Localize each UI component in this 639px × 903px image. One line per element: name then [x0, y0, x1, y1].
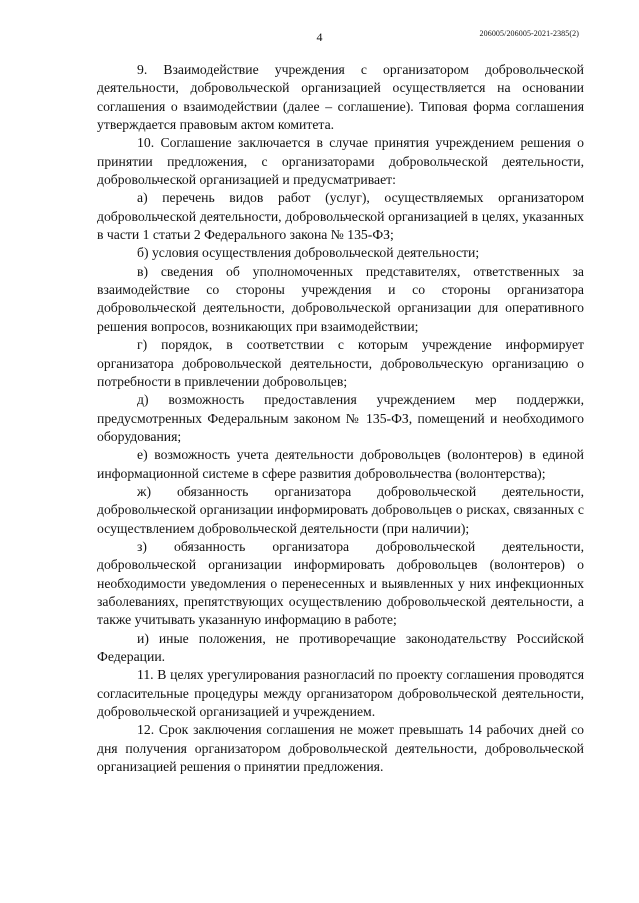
paragraph-12: 12. Срок заключения соглашения не может превышать 14 рабочих дней со дня получения организатором добровольческой деятельности, добровольческой организацией решения о принятии предложения.	[97, 722, 584, 775]
document-body	[97, 61, 584, 776]
paragraph-10-zh: ж) обязанность организатора добровольческой деятельности, добровольческой организации информировать добровольцев о рисках, связанных с осуществлением добровольческой деятельности (при наличии);	[97, 483, 584, 536]
paragraph-10-b: б) условия осуществления добровольческой деятельности;	[137, 245, 480, 261]
paragraph-11: 11. В целях урегулирования разногласий по проекту соглашения проводятся согласительные процедуры между организатором добровольческой деятельности, добровольческой организацией и учреждением.	[97, 667, 584, 720]
paragraph-10-i: и) иные положения, не противоречащие законодательству Российской Федерации.	[97, 630, 584, 664]
paragraph-10-g: г) порядок, в соответствии с которым учреждение информирует организатора добровольческой деятельности, добровольческую организацию о потребности в привлечении добровольцев;	[97, 337, 584, 389]
paragraph-10: 10. Соглашение заключается в случае принятия учреждением решения о принятии предложения, с организаторами добровольческой деятельности, добровольческой организацией и предусматривает:	[97, 135, 584, 188]
paragraph-10-a: а) перечень видов работ (услуг), осуществляемых организатором добровольческой деятельности, добровольческой организацией в целях, указанных в части 1 статьи 2 Федерального закона № 135-ФЗ;	[97, 190, 584, 243]
paragraph-10-d: д) возможность предоставления учреждением мер поддержки, предусмотренных Федеральным законом № 135-ФЗ, помещений и необходимого оборудования;	[97, 392, 584, 444]
page-number: 4	[316, 30, 323, 44]
paragraph-10-z: з) обязанность организатора добровольческой деятельности, добровольческой организации информировать добровольцев (волонтеров) о необходимости уведомления о перенесенных и выявленных у них инфекционных заболеваниях, препятствующих осуществлению добровольческой деятельности, а также учитывать указанную информацию в работе;	[97, 538, 584, 628]
paragraph-10-e: е) возможность учета деятельности добровольцев (волонтеров) в единой информационной системе в сфере развития добровольчества (волонтерства);	[97, 447, 584, 481]
document-code: 206005/206005-2021-2385(2)	[479, 29, 579, 38]
paragraph-9: 9. Взаимодействие учреждения с организатором добровольческой деятельности, добровольческой организацией осуществляется на основании соглашения о взаимодействии (далее – соглашение). Типовая форма соглашения утверждается правовым актом комитета.	[97, 62, 584, 133]
paragraph-10-v: в) сведения об уполномоченных представителях, ответственных за взаимодействие со стороны учреждения и со стороны организатора добровольческой деятельности, добровольческой организации для оперативного решения вопросов, возникающих при взаимодействии;	[97, 263, 584, 334]
